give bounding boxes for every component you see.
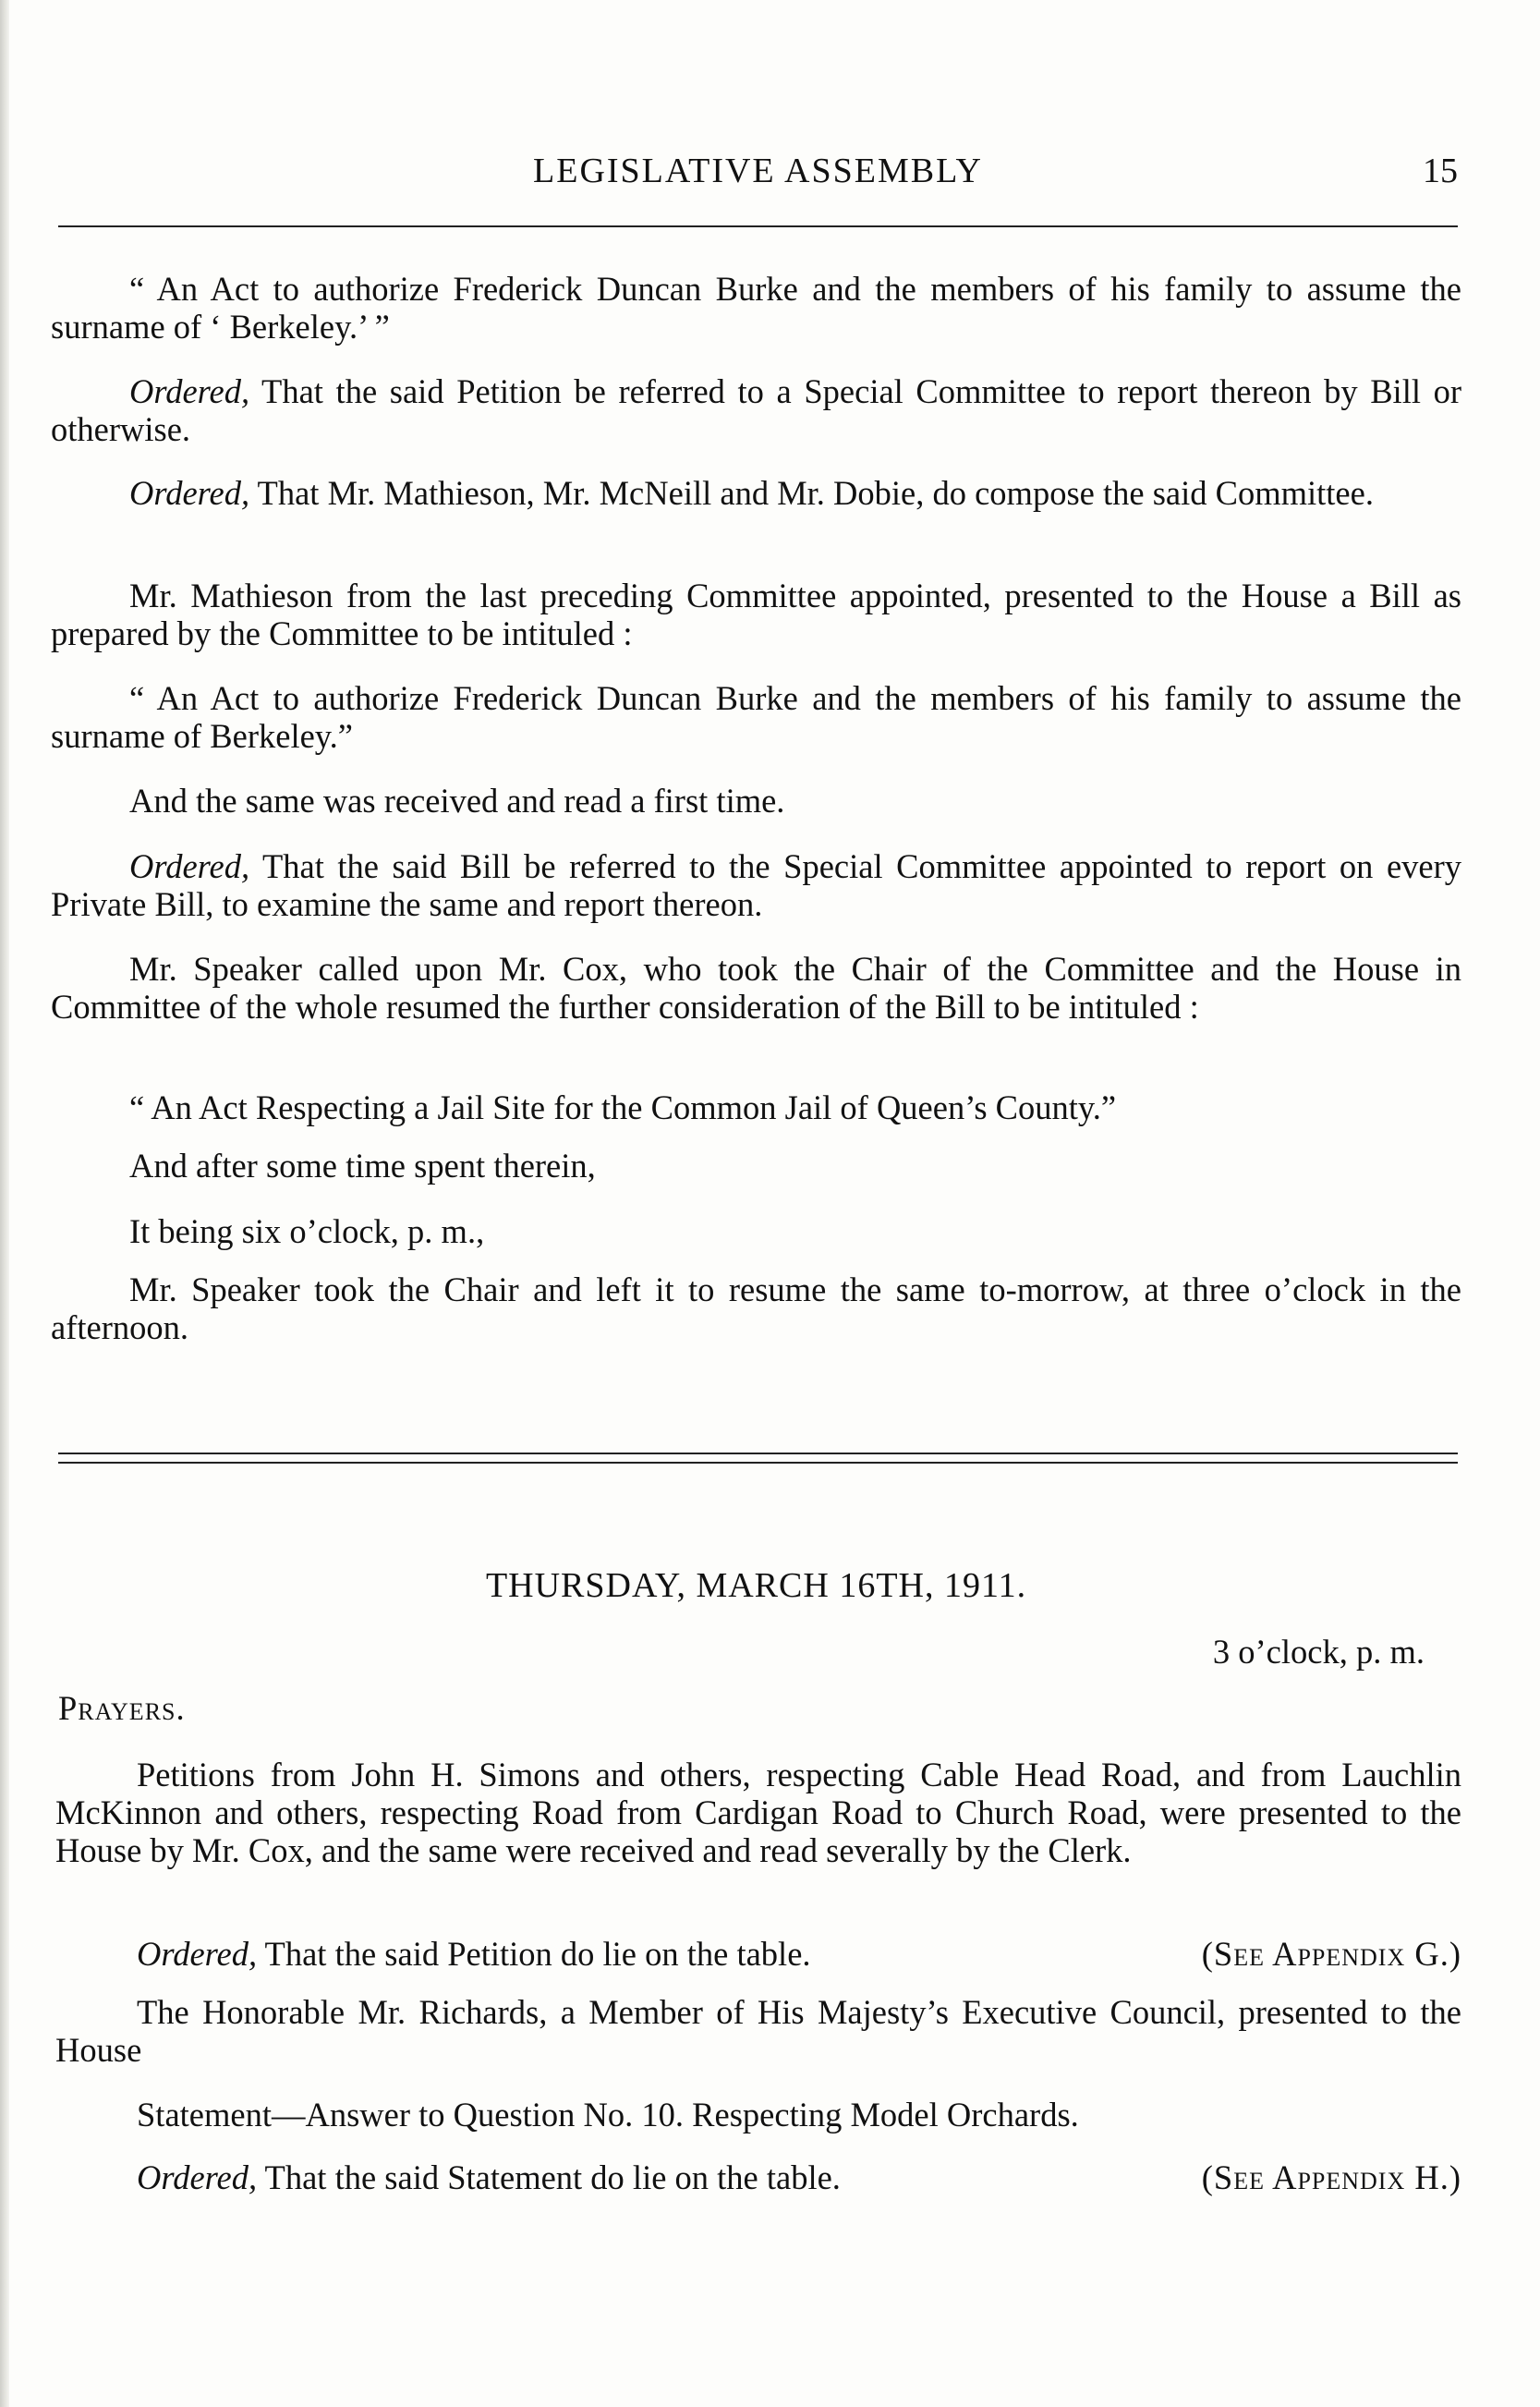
first-reading-text: And the same was received and read a first time. <box>129 782 785 820</box>
adjourn-paragraph <box>51 1270 1461 1346</box>
prayers-line <box>58 1689 612 1727</box>
six-oclock-text: It being six o’clock, p. m., <box>129 1212 485 1250</box>
time-spent-text: And after some time spent therein, <box>129 1147 596 1185</box>
act-title-text: “ An Act to authorize Frederick Duncan Burke and the members of his family to assume the surname of ‘ Berkeley.’ ” <box>51 270 1461 346</box>
act-title-paragraph <box>51 270 1461 346</box>
bill-title-text: “ An Act to authorize Frederick Duncan Burke and the members of his family to assume the surname of Berkeley.” <box>51 679 1461 755</box>
committee-text: Mr. Speaker called upon Mr. Cox, who took the Chair of the Committee and the House in Committee of the whole resumed the further consideration of the Bill to be intituled : <box>51 950 1461 1026</box>
ordered-label: Ordered, <box>129 372 250 410</box>
section-divider-top <box>58 1453 1458 1454</box>
appendix-g-ref <box>1016 1935 1461 1973</box>
header-rule <box>58 225 1458 227</box>
ordered-text: That the said Petition do lie on the table. <box>257 1935 811 1973</box>
running-header <box>58 143 1458 199</box>
ordered-text: That the said Statement do lie on the table. <box>257 2158 841 2196</box>
ordered-paragraph-3 <box>51 847 1461 923</box>
ordered-paragraph-2 <box>51 474 1461 512</box>
ordered-text: That Mr. Mathieson, Mr. McNeill and Mr. Dobie, do compose the said Committee. <box>249 474 1374 512</box>
header-title: LEGISLATIVE ASSEMBLY <box>533 152 983 190</box>
appendix-h-ref <box>1016 2158 1461 2196</box>
ordered-label: Ordered, <box>137 1935 258 1973</box>
ordered-label: Ordered, <box>129 847 250 885</box>
section-divider-bottom <box>58 1462 1458 1464</box>
six-oclock-paragraph <box>51 1212 1461 1250</box>
petitions-text: Petitions from John H. Simons and others, respecting Cable Head Road, and from Lauchlin McKinnon and others, respecting Road from Cardigan Road to Church Road, were presented to the House by Mr. Cox, and the same were received and read severally by the Clerk. <box>55 1756 1461 1869</box>
bill-presented-paragraph <box>51 577 1461 652</box>
date-heading <box>51 1567 1461 1605</box>
ordered-text: That the said Bill be referred to the Special Committee appointed to report on every Private Bill, to examine the same and report thereon. <box>51 847 1461 923</box>
prayers-text: Prayers. <box>58 1689 186 1727</box>
richards-text: The Honorable Mr. Richards, a Member of His Majesty’s Executive Council, presented to the House <box>55 1993 1461 2069</box>
time-spent-paragraph <box>51 1147 1461 1185</box>
session-time <box>51 1633 1425 1671</box>
ordered-label: Ordered, <box>129 474 250 512</box>
jail-act-paragraph <box>51 1088 1461 1126</box>
appendix-g-text: (See Appendix G.) <box>1201 1935 1461 1973</box>
session-time-text: 3 o’clock, p. m. <box>1212 1633 1425 1671</box>
richards-paragraph <box>55 1993 1461 2069</box>
committee-paragraph <box>51 950 1461 1026</box>
adjourn-text: Mr. Speaker took the Chair and left it to resume the same to-morrow, at three o’clock in the afternoon. <box>51 1270 1461 1346</box>
page-edge <box>0 0 9 2407</box>
statement-text: Statement—Answer to Question No. 10. Respecting Model Orchards. <box>137 2096 1079 2133</box>
statement-paragraph <box>55 2096 1461 2133</box>
page-number: 15 <box>1423 152 1458 190</box>
bill-presented-text: Mr. Mathieson from the last preceding Committee appointed, presented to the House a Bill as prepared by the Committee to be intituled : <box>51 577 1461 652</box>
ordered-label: Ordered, <box>137 2158 258 2196</box>
bill-title-paragraph <box>51 679 1461 755</box>
petitions-paragraph <box>55 1756 1461 1869</box>
ordered-text: That the said Petition be referred to a Special Committee to report thereon by Bill or otherwise. <box>51 372 1461 448</box>
first-reading-paragraph <box>51 782 1461 820</box>
ordered-paragraph-1 <box>51 372 1461 448</box>
jail-act-text: “ An Act Respecting a Jail Site for the Common Jail of Queen’s County.” <box>129 1088 1117 1126</box>
appendix-h-text: (See Appendix H.) <box>1201 2158 1461 2196</box>
date-heading-text: THURSDAY, MARCH 16TH, 1911. <box>485 1566 1027 1605</box>
